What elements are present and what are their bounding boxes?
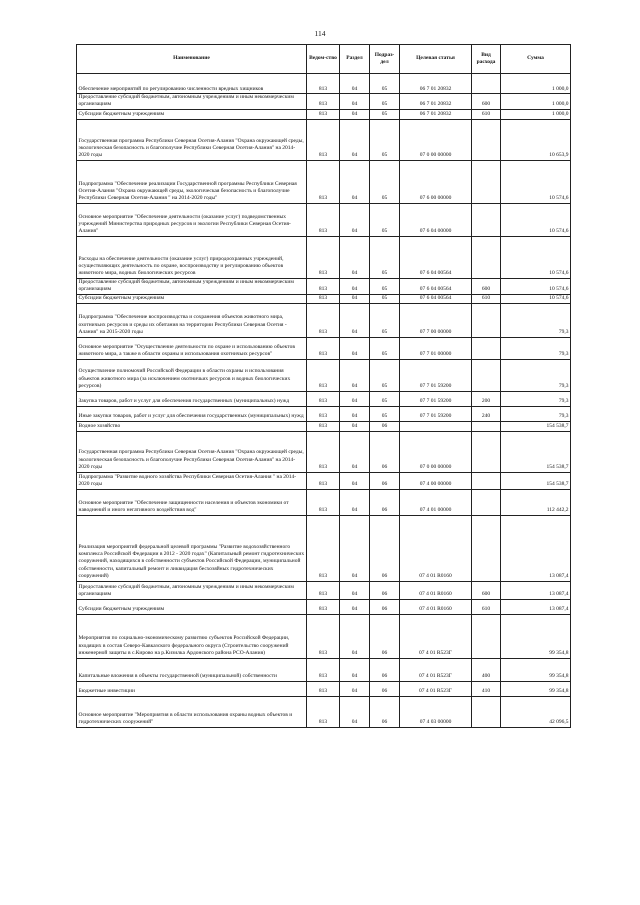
- row-amount: 154 538,7: [501, 431, 571, 472]
- row-target-article: 07 7 01 00000: [400, 337, 472, 359]
- table-row: [77, 119, 571, 160]
- row-section: 04: [340, 74, 370, 94]
- row-subsection: 05: [370, 94, 400, 110]
- row-department: 813: [307, 696, 340, 727]
- row-subsection: 05: [370, 303, 400, 337]
- header-section: Раздел: [340, 45, 370, 74]
- row-department: 813: [307, 431, 340, 472]
- row-subsection: 05: [370, 359, 400, 391]
- row-department: 813: [307, 160, 340, 203]
- row-expense-type: [472, 160, 501, 203]
- row-department: 813: [307, 109, 340, 119]
- row-expense-type: 610: [472, 294, 501, 303]
- row-section: 04: [340, 294, 370, 303]
- table-row: [77, 109, 571, 119]
- row-subsection: 06: [370, 599, 400, 614]
- row-name: Предоставление субсидий бюджетным, автономным учреждениям и иным некоммерческим организациям: [77, 581, 307, 599]
- row-target-article: 07 6 00 00000: [400, 160, 472, 203]
- row-amount: 10 574,6: [501, 203, 571, 236]
- row-section: 04: [340, 681, 370, 696]
- row-name: Основное мероприятие "Мероприятия в области использования охраны водных объектов и гидротехнических сооружений": [77, 696, 307, 727]
- row-amount: 112 442,2: [501, 489, 571, 515]
- row-target-article: 07 7 00 00000: [400, 303, 472, 337]
- row-expense-type: 600: [472, 278, 501, 294]
- header-amount: Сумма: [501, 45, 571, 74]
- row-expense-type: [472, 696, 501, 727]
- header-name: Наименование: [77, 45, 307, 74]
- row-department: 813: [307, 614, 340, 658]
- table-row: [77, 303, 571, 337]
- row-amount: 154 538,7: [501, 421, 571, 431]
- row-expense-type: 600: [472, 94, 501, 110]
- row-name: Капитальные вложения в объекты государственной (муниципальной) собственности: [77, 658, 307, 681]
- row-subsection: 06: [370, 658, 400, 681]
- row-section: 04: [340, 203, 370, 236]
- row-subsection: 05: [370, 406, 400, 421]
- row-amount: 42 096,5: [501, 696, 571, 727]
- row-name: Подпрограмма "Обеспечение реализации Государственной программы Республики Северная Осетия-Алания "Охрана окружающей среды, экологическая безопасность и благополучие Республики Северная Осетия-Алания " на 2014-2020 годы": [77, 160, 307, 203]
- table-row: [77, 681, 571, 696]
- row-amount: 1 000,0: [501, 94, 571, 110]
- row-expense-type: [472, 614, 501, 658]
- table-row: [77, 658, 571, 681]
- table-row: [77, 431, 571, 472]
- row-section: 04: [340, 581, 370, 599]
- row-expense-type: 240: [472, 406, 501, 421]
- row-section: 04: [340, 94, 370, 110]
- row-name: Обеспечение мероприятий по регулированию численности вредных хищников: [77, 74, 307, 94]
- row-subsection: 05: [370, 109, 400, 119]
- table-header-row: [77, 45, 571, 74]
- table-row: [77, 421, 571, 431]
- table-row: [77, 696, 571, 727]
- row-amount: 79,3: [501, 337, 571, 359]
- row-expense-type: [472, 119, 501, 160]
- row-target-article: 07 4 03 00000: [400, 696, 472, 727]
- row-expense-type: 600: [472, 581, 501, 599]
- row-name: Предоставление субсидий бюджетным, автономным учреждениям и иным некоммерческим организациям: [77, 94, 307, 110]
- table-row: [77, 472, 571, 489]
- row-department: 813: [307, 236, 340, 278]
- row-section: 04: [340, 359, 370, 391]
- row-amount: 10 574,6: [501, 236, 571, 278]
- table-row: [77, 160, 571, 203]
- row-subsection: 05: [370, 337, 400, 359]
- row-target-article: 07 4 01 R0160: [400, 581, 472, 599]
- row-amount: 1 000,0: [501, 74, 571, 94]
- row-name: Основное мероприятие "Обеспечение защищенности населения и объектов экономики от наводнений и иного негативного воздействия вод": [77, 489, 307, 515]
- row-department: 813: [307, 421, 340, 431]
- row-department: 813: [307, 294, 340, 303]
- table-row: [77, 94, 571, 110]
- row-target-article: 06 7 01 20832: [400, 109, 472, 119]
- row-section: 04: [340, 119, 370, 160]
- header-subsection: Подраз-дел: [370, 45, 400, 74]
- row-department: 813: [307, 359, 340, 391]
- row-amount: 79,3: [501, 359, 571, 391]
- row-target-article: 07 7 01 59200: [400, 406, 472, 421]
- row-target-article: 07 7 01 59200: [400, 391, 472, 406]
- row-expense-type: [472, 74, 501, 94]
- row-department: 813: [307, 489, 340, 515]
- row-section: 04: [340, 489, 370, 515]
- row-target-article: 06 7 01 20832: [400, 94, 472, 110]
- row-department: 813: [307, 515, 340, 581]
- row-expense-type: [472, 337, 501, 359]
- row-target-article: [400, 421, 472, 431]
- row-expense-type: [472, 431, 501, 472]
- row-section: 04: [340, 599, 370, 614]
- page-number: 114: [314, 29, 326, 38]
- row-subsection: 06: [370, 515, 400, 581]
- row-amount: 13 087,4: [501, 599, 571, 614]
- row-section: 04: [340, 406, 370, 421]
- row-section: 04: [340, 696, 370, 727]
- row-section: 04: [340, 472, 370, 489]
- row-subsection: 05: [370, 203, 400, 236]
- row-subsection: 06: [370, 421, 400, 431]
- row-amount: 13 087,4: [501, 581, 571, 599]
- row-section: 04: [340, 278, 370, 294]
- row-section: 04: [340, 236, 370, 278]
- row-expense-type: 200: [472, 391, 501, 406]
- row-target-article: 07 4 01 R523Г: [400, 614, 472, 658]
- row-name: Расходы на обеспечение деятельности (оказание услуг) природоохранных учреждений, осуществляющих деятельность по охране, воспроизводству и регулированию объектов животного мира, водных биологических ресурсов: [77, 236, 307, 278]
- table-row: [77, 614, 571, 658]
- row-subsection: 06: [370, 581, 400, 599]
- row-subsection: 05: [370, 74, 400, 94]
- row-section: 04: [340, 658, 370, 681]
- row-target-article: 07 4 01 R0160: [400, 599, 472, 614]
- table-row: [77, 236, 571, 278]
- row-subsection: 05: [370, 391, 400, 406]
- row-name: Реализация мероприятий федеральной целевой программы "Развитие водохозяйственного комплекса Российской Федерации в 2012 - 2020 годах" (Капитальный ремонт гидротехнических сооружений, находящихся в собственности субъектов Российской Федерации, муниципальной собственности, капитальный ремонт и ликвидация бесхозяйных гидротехнических сооружений): [77, 515, 307, 581]
- row-expense-type: [472, 421, 501, 431]
- row-department: 813: [307, 74, 340, 94]
- row-department: 813: [307, 681, 340, 696]
- row-target-article: 07 6 04 00564: [400, 294, 472, 303]
- row-section: 04: [340, 431, 370, 472]
- row-subsection: 06: [370, 489, 400, 515]
- row-amount: 10 574,6: [501, 160, 571, 203]
- row-department: 813: [307, 203, 340, 236]
- row-department: 813: [307, 119, 340, 160]
- row-target-article: 07 6 04 00000: [400, 203, 472, 236]
- row-target-article: 06 7 01 20832: [400, 74, 472, 94]
- row-name: Закупка товаров, работ и услуг для обеспечения государственных (муниципальных) нужд: [77, 391, 307, 406]
- row-expense-type: 610: [472, 109, 501, 119]
- row-name: Предоставление субсидий бюджетным, автономным учреждениям и иным некоммерческим организациям: [77, 278, 307, 294]
- row-name: Водное хозяйство: [77, 421, 307, 431]
- budget-table: [76, 44, 571, 728]
- table-row: [77, 406, 571, 421]
- row-name: Субсидии бюджетным учреждениям: [77, 294, 307, 303]
- row-department: 813: [307, 599, 340, 614]
- row-amount: 99 354,8: [501, 658, 571, 681]
- table-row: [77, 359, 571, 391]
- row-target-article: 07 4 01 R523Г: [400, 681, 472, 696]
- row-expense-type: 410: [472, 681, 501, 696]
- row-target-article: 07 0 00 00000: [400, 431, 472, 472]
- row-amount: 10 653,9: [501, 119, 571, 160]
- row-name: Основное мероприятие "Осуществление деятельности по охране и использованию объектов животного мира, а также в области охраны и использования охотничьих ресурсов": [77, 337, 307, 359]
- row-target-article: 07 6 04 00564: [400, 236, 472, 278]
- row-department: 813: [307, 406, 340, 421]
- row-department: 813: [307, 391, 340, 406]
- row-name: Государственная программа Республики Северная Осетия-Алания "Охрана окружающей среды, экологическая безопасность и благополучие Республики Северная Осетия-Алания" на 2014-2020 годы: [77, 431, 307, 472]
- row-name: Мероприятия по социально-экономическому развитию субъектов Российской Федерации, входящих в состав Северо-Кавказского федерального округа (Строительство сооружений инженерной защиты в с.Кирово на р.Кизилка Ардонского района РСО-Алания): [77, 614, 307, 658]
- row-name: Государственная программа Республики Северная Осетия-Алания "Охрана окружающей среды, экологическая безопасность и благополучие Республики Северная Осетия-Алания" на 2014-2020 годы: [77, 119, 307, 160]
- row-section: 04: [340, 614, 370, 658]
- header-target-article: Целевая статья: [400, 45, 472, 74]
- row-section: 04: [340, 109, 370, 119]
- row-amount: 99 354,8: [501, 614, 571, 658]
- row-department: 813: [307, 472, 340, 489]
- row-target-article: 07 4 01 00000: [400, 489, 472, 515]
- row-department: 813: [307, 94, 340, 110]
- row-name: Основное мероприятие "Обеспечение деятельности (оказание услуг) подведомственных учреждений Министерства природных ресурсов и экологии Республики Северная Осетия-Алания": [77, 203, 307, 236]
- row-expense-type: [472, 359, 501, 391]
- row-subsection: 05: [370, 160, 400, 203]
- row-expense-type: [472, 303, 501, 337]
- row-expense-type: [472, 472, 501, 489]
- row-target-article: 07 4 00 00000: [400, 472, 472, 489]
- row-amount: 13 087,4: [501, 515, 571, 581]
- row-expense-type: [472, 203, 501, 236]
- row-expense-type: [472, 236, 501, 278]
- row-amount: 1 000,0: [501, 109, 571, 119]
- row-expense-type: 610: [472, 599, 501, 614]
- row-amount: 10 574,6: [501, 278, 571, 294]
- row-subsection: 05: [370, 294, 400, 303]
- row-target-article: 07 6 04 00564: [400, 278, 472, 294]
- row-department: 813: [307, 658, 340, 681]
- row-section: 04: [340, 421, 370, 431]
- row-name: Иные закупки товаров, работ и услуг для обеспечения государственных (муниципальных) нужд: [77, 406, 307, 421]
- row-subsection: 05: [370, 278, 400, 294]
- row-amount: 10 574,6: [501, 294, 571, 303]
- table-row: [77, 294, 571, 303]
- row-department: 813: [307, 278, 340, 294]
- row-name: Субсидии бюджетным учреждениям: [77, 109, 307, 119]
- row-subsection: 06: [370, 614, 400, 658]
- row-department: 813: [307, 337, 340, 359]
- row-target-article: 07 4 01 R0160: [400, 515, 472, 581]
- row-name: Подпрограмма "Обеспечение воспроизводства и сохранения объектов животного мира, охотничьих ресурсов и среды их обитания на территории Республики Северная Осетия - Алания" на 2015-2020 годы: [77, 303, 307, 337]
- row-section: 04: [340, 515, 370, 581]
- row-amount: 79,3: [501, 391, 571, 406]
- row-name: Осуществление полномочий Российской Федерации в области охраны и использования объектов животного мира (за исключением охотничьих ресурсов и водных биологических ресурсов): [77, 359, 307, 391]
- row-section: 04: [340, 337, 370, 359]
- row-subsection: 05: [370, 236, 400, 278]
- table-row: [77, 74, 571, 94]
- row-expense-type: [472, 515, 501, 581]
- table-row: [77, 515, 571, 581]
- table-row: [77, 581, 571, 599]
- row-target-article: 07 4 01 R523Г: [400, 658, 472, 681]
- header-expense-type: Вид расхода: [472, 45, 501, 74]
- row-expense-type: [472, 489, 501, 515]
- row-subsection: 06: [370, 472, 400, 489]
- row-department: 813: [307, 581, 340, 599]
- header-department: Ведом-ство: [307, 45, 340, 74]
- row-target-article: 07 0 00 00000: [400, 119, 472, 160]
- row-name: Подпрограмма "Развитие водного хозяйства Республики Северная Осетия-Алания " на 2014-2020 годы: [77, 472, 307, 489]
- table-row: [77, 203, 571, 236]
- table-row: [77, 278, 571, 294]
- row-amount: 79,3: [501, 303, 571, 337]
- row-expense-type: 400: [472, 658, 501, 681]
- row-amount: 154 538,7: [501, 472, 571, 489]
- row-subsection: 06: [370, 681, 400, 696]
- row-name: Бюджетные инвестиции: [77, 681, 307, 696]
- row-amount: 99 354,8: [501, 681, 571, 696]
- row-amount: 79,3: [501, 406, 571, 421]
- table-row: [77, 489, 571, 515]
- row-subsection: 05: [370, 119, 400, 160]
- row-section: 04: [340, 303, 370, 337]
- row-subsection: 06: [370, 431, 400, 472]
- table-row: [77, 391, 571, 406]
- row-section: 04: [340, 391, 370, 406]
- row-name: Субсидии бюджетным учреждениям: [77, 599, 307, 614]
- table-row: [77, 337, 571, 359]
- table-row: [77, 599, 571, 614]
- row-target-article: 07 7 01 59200: [400, 359, 472, 391]
- row-department: 813: [307, 303, 340, 337]
- row-subsection: 06: [370, 696, 400, 727]
- row-section: 04: [340, 160, 370, 203]
